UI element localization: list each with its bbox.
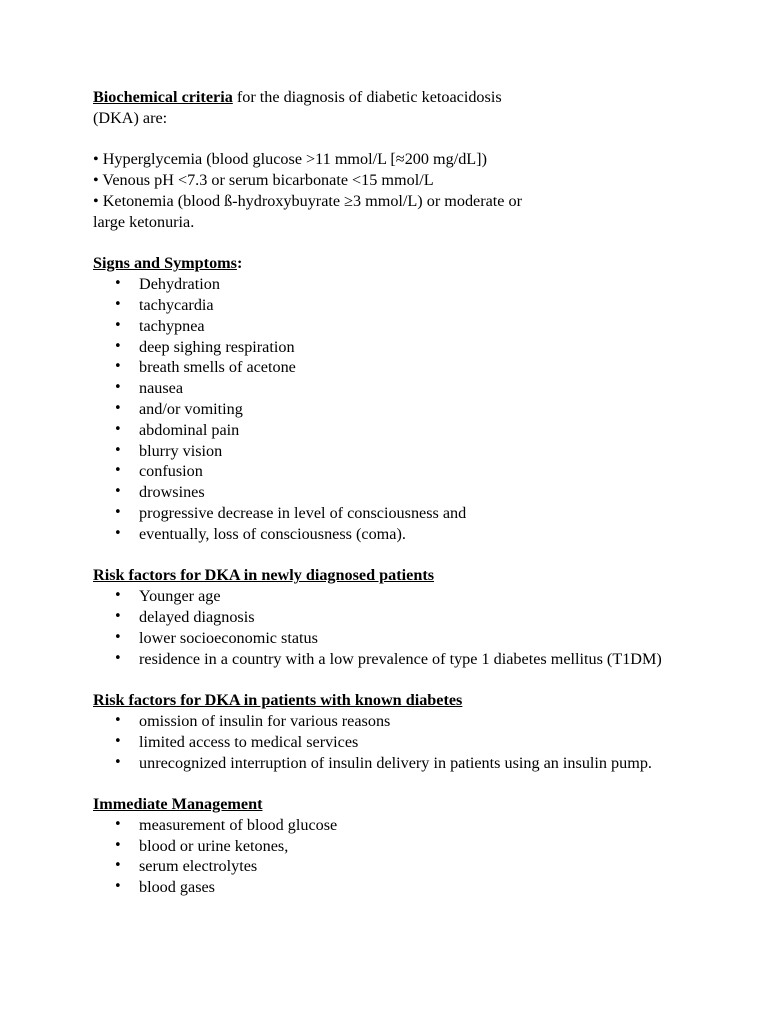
list-item: • nausea: [93, 378, 733, 399]
list-item: • blood gases: [93, 877, 733, 898]
criteria-heading: Biochemical criteria: [93, 88, 233, 106]
list-item: • abdominal pain: [93, 420, 733, 441]
list-item: • unrecognized interruption of insulin delivery in patients using an insulin pump.: [93, 753, 733, 774]
criteria-item: • Hyperglycemia (blood glucose >11 mmol/L [≈200 mg/dL]): [93, 150, 487, 169]
signs-section: [93, 253, 733, 544]
signs-heading-colon: :: [236, 254, 243, 273]
document-page: [93, 87, 733, 898]
list-item: • breath smells of acetone: [93, 357, 733, 378]
list-item: • limited access to medical services: [93, 732, 733, 753]
signs-heading-line: [93, 253, 733, 274]
list-item: • blood or urine ketones,: [93, 836, 733, 857]
signs-heading: Signs and Symptoms: [93, 254, 237, 273]
list-item: • drowsines: [93, 482, 733, 503]
criteria-intro-line2: (DKA) are:: [93, 108, 168, 127]
criteria-section: [93, 87, 733, 233]
risk-known-section: [93, 690, 733, 773]
list-item: • progressive decrease in level of consciousness and: [93, 503, 733, 524]
risk-new-section: [93, 565, 733, 669]
list-item: • serum electrolytes: [93, 856, 733, 877]
list-item: • Dehydration: [93, 274, 733, 295]
list-item: • Younger age: [93, 586, 733, 607]
risk-known-list: [93, 711, 733, 773]
list-item: • lower socioeconomic status: [93, 628, 733, 649]
criteria-list: [93, 149, 733, 232]
list-item: • residence in a country with a low prevalence of type 1 diabetes mellitus (T1DM): [93, 649, 733, 670]
management-heading: Immediate Management: [93, 795, 263, 814]
signs-list: [93, 274, 733, 544]
list-item: • omission of insulin for various reasons: [93, 711, 733, 732]
list-item: • and/or vomiting: [93, 399, 733, 420]
list-item: • measurement of blood glucose: [93, 815, 733, 836]
list-item: • delayed diagnosis: [93, 607, 733, 628]
management-list: [93, 815, 733, 898]
list-item: • eventually, loss of consciousness (coma).: [93, 524, 733, 545]
list-item: • tachypnea: [93, 316, 733, 337]
list-item: • tachycardia: [93, 295, 733, 316]
criteria-item: • Venous pH <7.3 or serum bicarbonate <15 mmol/L: [93, 171, 434, 190]
criteria-item: • Ketonemia (blood ß-hydroxybuyrate ≥3 mmol/L) or moderate or: [93, 191, 523, 210]
risk-new-list: [93, 586, 733, 669]
criteria-item: large ketonuria.: [93, 212, 195, 231]
criteria-intro: [93, 87, 733, 108]
list-item: • blurry vision: [93, 441, 733, 462]
management-section: [93, 794, 733, 898]
list-item: • confusion: [93, 461, 733, 482]
criteria-heading-rest: for the diagnosis of diabetic ketoacidosis: [232, 88, 502, 106]
list-item: • deep sighing respiration: [93, 337, 733, 358]
risk-known-heading: Risk factors for DKA in patients with known diabetes: [93, 691, 463, 710]
risk-new-heading: Risk factors for DKA in newly diagnosed patients: [93, 566, 435, 585]
